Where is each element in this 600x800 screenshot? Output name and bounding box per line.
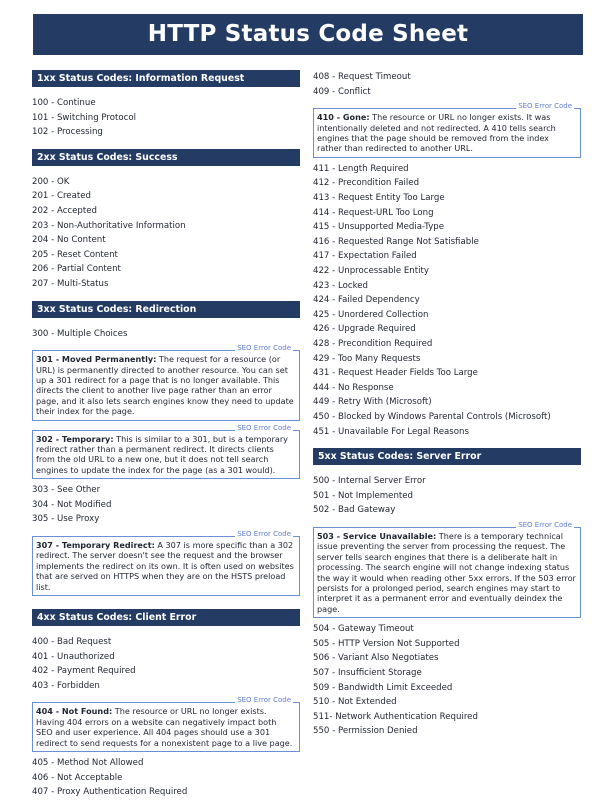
list-item: 422 - Unprocessable Entity — [313, 265, 429, 276]
list-item: 500 - Internal Server Error — [313, 476, 426, 487]
list-item: 300 - Multiple Choices — [32, 328, 128, 339]
list-item: 207 - Multi-Status — [32, 278, 109, 289]
list-item: 412 - Precondition Failed — [313, 178, 420, 189]
callout-404 — [32, 696, 300, 752]
list-item: 402 - Payment Required — [32, 666, 136, 677]
list-item: 305 - Use Proxy — [32, 514, 100, 525]
list-1xx — [32, 96, 300, 140]
list-item: 424 - Failed Dependency — [313, 295, 420, 306]
callout-text: There is a temporary technical issue preventing the server from processing the request. The server tells search engines that there is a deliberate halt in processing. The search engine will not change indexing status the way it would when reading other 5xx errors. If the 503 error persists for a prolonged period, search engines may start to interpret it as a permanent error and eventually deindex the page. — [317, 530, 576, 614]
list-item: 413 - Request Entity Too Large — [313, 193, 445, 203]
list-5xx-continued — [313, 622, 581, 739]
callout-title: 404 - Not Found: — [36, 706, 113, 717]
list-item: 417 - Expectation Failed — [313, 251, 417, 262]
list-item: 201 - Created — [32, 191, 91, 202]
list-item: 409 - Conflict — [313, 86, 371, 97]
list-item: 451 - Unavailable For Legal Reasons — [313, 426, 469, 437]
list-item: 416 - Requested Range Not Satisfiable — [313, 236, 479, 247]
list-item: 405 - Method Not Allowed — [32, 758, 144, 768]
callout-503 — [313, 520, 581, 618]
list-4xx-continued — [313, 162, 581, 439]
seo-error-tag: SEO Error Code — [518, 102, 572, 111]
list-item: 303 - See Other — [32, 485, 101, 496]
list-item: 450 - Blocked by Windows Parental Controls (Microsoft) — [313, 411, 551, 422]
left-column — [32, 70, 300, 800]
callout-302 — [32, 423, 300, 480]
list-item: 428 - Precondition Required — [313, 338, 433, 349]
list-item: 505 - HTTP Version Not Supported — [313, 638, 460, 649]
seo-error-tag: SEO Error Code — [518, 520, 572, 529]
list-item: 408 - Request Timeout — [313, 72, 411, 82]
callout-text: The resource or URL no longer exists. It was intentionally deleted and not redirected. A 410 tells search engines that the page should be removed from the index rather than redirected to another URL. — [317, 112, 556, 154]
callout-307 — [32, 529, 300, 596]
callout-text: A 307 is more specific than a 302 redirect. The server doesn't see the request and the browser implements the redirect on its own. It is often used on websites that are served on HTTPS when they are on the HSTS preload list. — [36, 539, 294, 592]
section-heading-3xx: 3xx Status Codes: Redirection — [32, 301, 300, 318]
list-item: 501 - Not Implemented — [313, 490, 414, 501]
callout-title: 301 - Moved Permanently: — [36, 354, 157, 365]
callout-title: 302 - Temporary: — [36, 433, 114, 444]
list-item: 202 - Accepted — [32, 205, 97, 216]
seo-error-tag: SEO Error Code — [237, 529, 291, 538]
callout-text: The resource or URL no longer exists. Having 404 errors on a website can negatively impact both SEO and user experience. All 404 pages should use a 301 redirect to send requests for a nonexistent page to a live page. — [36, 706, 293, 748]
list-item: 206 - Partial Content — [32, 264, 121, 275]
seo-error-tag: SEO Error Code — [237, 696, 291, 705]
right-column — [313, 70, 581, 739]
list-item: 101 - Switching Protocol — [32, 112, 137, 123]
list-item: 449 - Retry With (Microsoft) — [313, 397, 432, 408]
list-item: 400 - Bad Request — [32, 637, 112, 647]
list-item: 401 - Unauthorized — [32, 651, 115, 662]
callout-text: This is similar to a 301, but is a temporary redirect rather than a permanent redirect. It directs clients from the old URL to a new one, but it does not tell search engines to update the index for the page (as a 301 would). — [36, 433, 288, 475]
list-item: 507 - Insufficient Storage — [313, 667, 422, 678]
section-heading-4xx: 4xx Status Codes: Client Error — [32, 609, 300, 626]
list-item: 205 - Reset Content — [32, 249, 118, 260]
list-item: 506 - Variant Also Negotiates — [313, 653, 439, 664]
list-item: 200 - OK — [32, 176, 70, 187]
callout-301 — [32, 344, 300, 420]
list-item: 414 - Request-URL Too Long — [313, 207, 434, 218]
page-title: HTTP Status Code Sheet — [33, 14, 583, 55]
list-item: 415 - Unsupported Media-Type — [313, 222, 445, 233]
list-item: 444 - No Response — [313, 382, 394, 393]
list-item: 425 - Unordered Collection — [313, 309, 429, 320]
list-item: 403 - Forbidden — [32, 680, 100, 691]
callout-text: The request for a resource (or URL) is permanently directed to another resource. You can set up a 301 redirect for a page that is no longer available. This directs the client to another live page rather than an error page, and it also lets search engines know they need to update their index for the page. — [36, 354, 294, 417]
list-item: 407 - Proxy Authentication Required — [32, 787, 188, 798]
list-item: 511- Network Authentication Required — [313, 711, 478, 722]
list-item: 426 - Upgrade Required — [313, 324, 416, 335]
list-item: 509 - Bandwidth Limit Exceeded — [313, 682, 453, 693]
list-item: 304 - Not Modified — [32, 499, 112, 510]
section-heading-5xx: 5xx Status Codes: Server Error — [313, 448, 581, 465]
list-item: 510 - Not Extended — [313, 697, 397, 708]
list-item: 431 - Request Header Fields Too Large — [313, 368, 478, 379]
list-item: 504 - Gateway Timeout — [313, 624, 414, 635]
list-item: 550 - Permission Denied — [313, 726, 418, 737]
list-item: 502 - Bad Gateway — [313, 505, 396, 516]
list-item: 204 - No Content — [32, 235, 106, 246]
list-item: 423 - Locked — [313, 280, 368, 291]
list-item: 429 - Too Many Requests — [313, 353, 421, 364]
section-heading-1xx: 1xx Status Codes: Information Request — [32, 70, 300, 87]
callout-title: 503 - Service Unavailable: — [317, 530, 437, 541]
list-item: 411 - Length Required — [313, 163, 409, 174]
callout-title: 410 - Gone: — [317, 112, 370, 123]
list-item: 102 - Processing — [32, 127, 103, 138]
seo-error-tag: SEO Error Code — [237, 344, 291, 353]
list-item: 100 - Continue — [32, 98, 96, 108]
callout-410 — [313, 102, 581, 158]
list-item: 203 - Non-Authoritative Information — [32, 220, 186, 231]
seo-error-tag: SEO Error Code — [237, 423, 291, 432]
list-2xx — [32, 175, 300, 292]
callout-title: 307 - Temporary Redirect: — [36, 539, 155, 550]
section-heading-2xx: 2xx Status Codes: Success — [32, 149, 300, 166]
list-item: 406 - Not Acceptable — [32, 772, 123, 783]
